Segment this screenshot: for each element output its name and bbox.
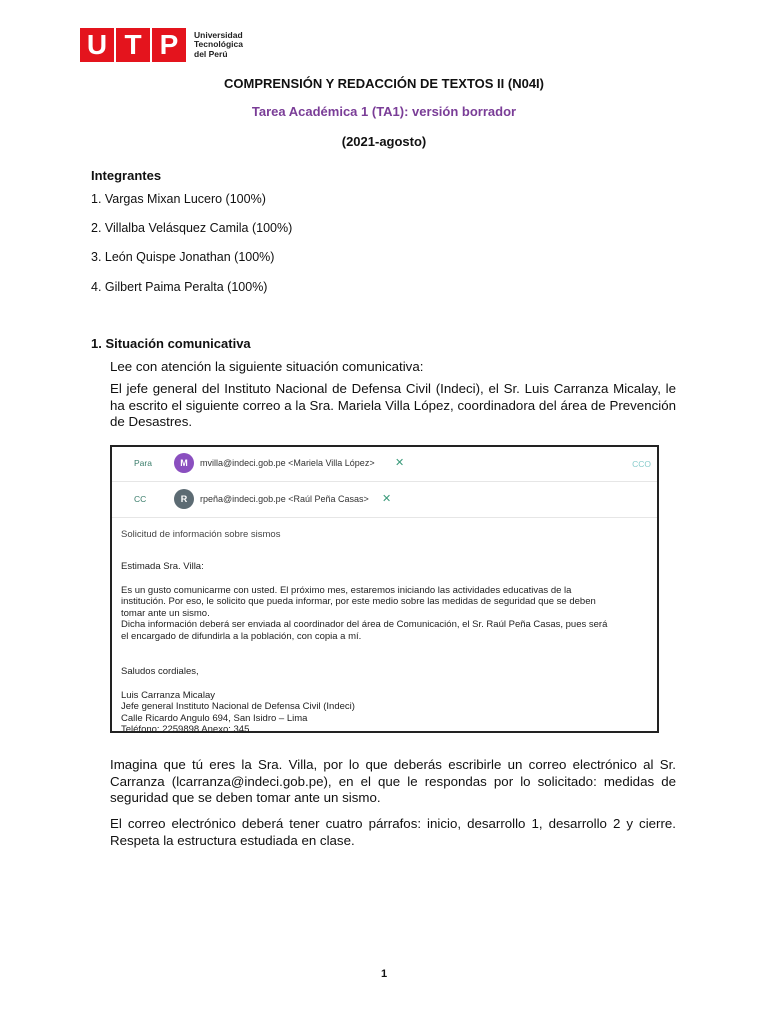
section-intro: Lee con atención la siguiente situación comunicativa: bbox=[110, 359, 424, 374]
logo-line-3: del Perú bbox=[194, 48, 228, 59]
task-paragraph-1: Imagina que tú eres la Sra. Villa, por lo que deberás escribirle un correo electrónico al Sr. Carranza (lcarranza@indeci.gob.pe), en el que le respondas por lo solicitado: medidas de seguridad que se deben tomar ante un sismo. bbox=[110, 757, 676, 805]
email-subject: Solicitud de información sobre sismos bbox=[121, 529, 281, 540]
logo-line-2: Tecnológica bbox=[194, 39, 243, 50]
member-item: 4. Gilbert Paima Peralta (100%) bbox=[91, 280, 268, 294]
email-body bbox=[121, 561, 626, 736]
member-item: 3. León Quispe Jonathan (100%) bbox=[91, 250, 275, 264]
integrantes-heading: Integrantes bbox=[91, 168, 162, 183]
logo-letter-t: T bbox=[116, 28, 150, 62]
task-paragraph-2: El correo electrónico deberá tener cuatro párrafos: inicio, desarrollo 1, desarrollo 2 y cierre. Respeta la estructura estudiada en clase. bbox=[110, 816, 676, 848]
to-label: Para bbox=[134, 458, 152, 468]
email-body-line: institución. Por eso, le solicito que pueda informar, por este medio sobre las medidas de seguridad que se deben bbox=[121, 596, 596, 607]
remove-recipient-icon: ✕ bbox=[382, 493, 392, 505]
cc-address: rpeña@indeci.gob.pe <Raúl Peña Casas> bbox=[200, 494, 369, 504]
logo-text bbox=[194, 31, 243, 60]
cc-label: CC bbox=[134, 494, 147, 504]
email-signature-address: Calle Ricardo Angulo 694, San Isidro – Lima bbox=[121, 712, 308, 724]
utp-logo bbox=[80, 28, 243, 62]
page-number: 1 bbox=[380, 968, 388, 980]
email-to-row bbox=[112, 447, 657, 482]
email-signature-phone: Teléfono: 2259898 Anexo: 345 bbox=[121, 724, 250, 735]
logo-letter-p: P bbox=[152, 28, 186, 62]
email-cc-row bbox=[112, 483, 657, 518]
cco-label: CCO bbox=[632, 459, 651, 469]
logo-line-1: Universidad bbox=[194, 29, 243, 40]
cc-avatar: R bbox=[174, 489, 194, 509]
email-body-line: Dicha información deberá ser enviada al coordinador del área de Comunicación, el Sr. Raúl Peña Casas, pues será bbox=[121, 619, 608, 630]
document-subtitle: Tarea Académica 1 (TA1): versión borrador bbox=[251, 104, 517, 119]
to-avatar: M bbox=[174, 453, 194, 473]
document-title: COMPRENSIÓN Y REDACCIÓN DE TEXTOS II (N04I) bbox=[224, 76, 544, 91]
member-item: 2. Villalba Velásquez Camila (100%) bbox=[91, 221, 293, 235]
logo-letter-u: U bbox=[80, 28, 114, 62]
email-greeting: Estimada Sra. Villa: bbox=[121, 561, 204, 572]
email-signature-name: Luis Carranza Micalay bbox=[121, 689, 215, 701]
section-context: El jefe general del Instituto Nacional de Defensa Civil (Indeci), el Sr. Luis Carranza Micalay, le ha escrito el siguiente correo a la Sra. Mariela Villa López, coordinadora del área de Prevención de Desastres. bbox=[110, 381, 676, 429]
member-item: 1. Vargas Mixan Lucero (100%) bbox=[91, 192, 266, 206]
email-body-line: el encargado de difundirla a la población, con copia a mí. bbox=[121, 630, 362, 642]
document-date: (2021-agosto) bbox=[341, 134, 427, 149]
email-body-line: tomar ante un sismo. bbox=[121, 607, 210, 619]
email-closing: Saludos cordiales, bbox=[121, 666, 199, 677]
email-body-line: Es un gusto comunicarme con usted. El próximo mes, estaremos iniciando las actividades educativas de la bbox=[121, 584, 572, 596]
email-screenshot bbox=[110, 445, 659, 733]
section-heading: 1. Situación comunicativa bbox=[91, 336, 251, 351]
remove-recipient-icon: ✕ bbox=[395, 457, 405, 469]
email-signature-title: Jefe general Instituto Nacional de Defensa Civil (Indeci) bbox=[121, 701, 355, 712]
to-address: mvilla@indeci.gob.pe <Mariela Villa López> bbox=[200, 458, 375, 468]
